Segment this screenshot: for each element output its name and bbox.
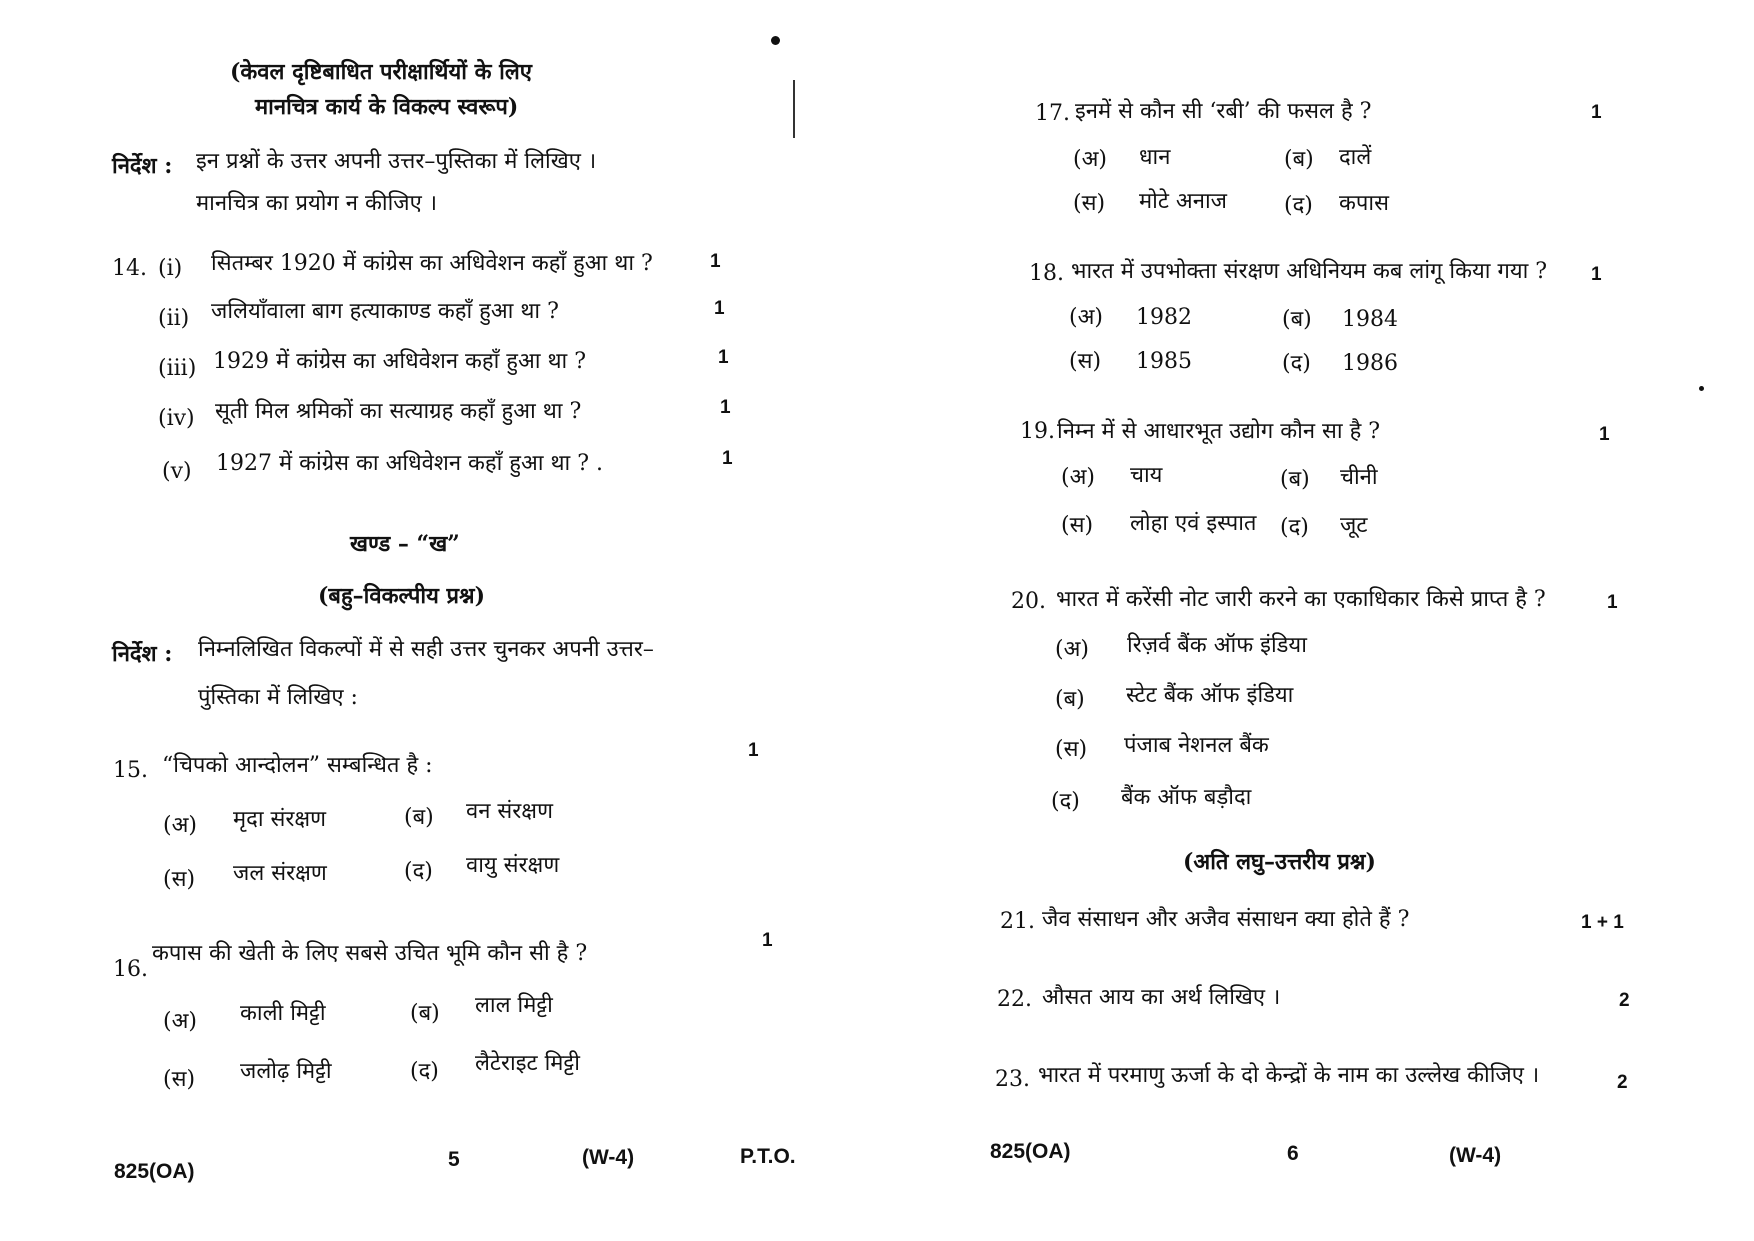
q18-text: भारत में उपभोक्ता संरक्षण अधिनियम कब लांगू किया गया ?	[1071, 259, 1548, 284]
q14-ii-mark: 1	[714, 298, 725, 319]
q14-iii-mark: 1	[718, 347, 729, 368]
q20-option-d-key: (द)	[1051, 789, 1080, 814]
footer-series: (W-4)	[582, 1146, 635, 1169]
q19-text: निम्न में से आधारभूत उद्योग कौन सा है ?	[1057, 419, 1381, 444]
q19-mark: 1	[1599, 424, 1610, 445]
q18-option-d: 1986	[1342, 351, 1398, 376]
q16-number: 16.	[113, 957, 148, 982]
q15-option-c: जल संरक्षण	[233, 861, 327, 886]
q14-iv-num: (iv)	[158, 406, 195, 431]
q18-option-b: 1984	[1342, 307, 1398, 332]
scan-speck	[1699, 386, 1704, 391]
q15-option-b: वन संरक्षण	[466, 799, 553, 824]
q20-option-a-key: (अ)	[1055, 637, 1089, 662]
q14-number: 14.	[112, 256, 147, 281]
q21-number: 21.	[1000, 909, 1035, 934]
q16-option-b-key: (ब)	[410, 1001, 440, 1026]
instruction-line-2: मानचित्र का प्रयोग न कीजिए ।	[196, 191, 438, 216]
footer-code: 825(OA)	[114, 1160, 195, 1183]
footer-page-number: 6	[1287, 1142, 1299, 1165]
q16-mark: 1	[762, 930, 773, 951]
q17-option-b-key: (ब)	[1284, 147, 1314, 172]
q14-v-mark: 1	[722, 448, 733, 469]
q15-number: 15.	[113, 758, 148, 783]
q22-number: 22.	[997, 987, 1032, 1012]
q17-option-d-key: (द)	[1284, 193, 1313, 218]
q17-option-b: दालें	[1339, 145, 1372, 170]
section-title: खण्ड – “ख”	[350, 531, 460, 557]
q16-option-d-key: (द)	[410, 1059, 439, 1084]
q14-iii-num: (iii)	[158, 356, 197, 381]
q16-option-d: लैटेराइट मिट्टी	[475, 1051, 580, 1076]
q19-number: 19.	[1020, 419, 1055, 444]
q15-option-d: वायु संरक्षण	[466, 853, 560, 878]
q17-number: 17.	[1035, 101, 1070, 126]
q20-number: 20.	[1011, 589, 1046, 614]
q14-i-num: (i)	[158, 256, 183, 281]
q18-option-c-key: (स)	[1069, 349, 1102, 374]
q19-option-d-key: (द)	[1280, 515, 1309, 540]
q17-option-a: धान	[1139, 145, 1171, 170]
q15-option-c-key: (स)	[163, 867, 196, 892]
q22-mark: 2	[1619, 990, 1630, 1011]
q18-option-b-key: (ब)	[1282, 307, 1312, 332]
q20-text: भारत में करेंसी नोट जारी करने का एकाधिकार किसे प्राप्त है ?	[1056, 587, 1546, 612]
q20-option-a: रिज़र्व बैंक ऑफ इंडिया	[1127, 633, 1307, 658]
q14-iii-text: 1929 में कांग्रेस का अधिवेशन कहाँ हुआ था ?	[213, 349, 586, 374]
q18-option-d-key: (द)	[1282, 351, 1311, 376]
footer-page-number: 5	[448, 1148, 460, 1171]
q15-option-a: मृदा संरक्षण	[233, 807, 327, 832]
right-page	[877, 0, 1754, 1241]
q14-v-text: 1927 में कांग्रेस का अधिवेशन कहाँ हुआ था ? .	[216, 451, 603, 476]
q14-v-num: (v)	[162, 459, 192, 484]
mcq-instruction-label: निर्देश :	[112, 641, 173, 667]
q16-option-a: काली मिट्टी	[240, 1001, 326, 1026]
header-line-2: मानचित्र कार्य के विकल्प स्वरूप)	[255, 94, 519, 120]
instruction-label: निर्देश :	[112, 153, 173, 179]
q18-option-a: 1982	[1136, 305, 1192, 330]
q15-option-d-key: (द)	[404, 859, 433, 884]
q21-text: जैव संसाधन और अजैव संसाधन क्या होते हैं ?	[1042, 907, 1410, 932]
q16-option-c-key: (स)	[163, 1067, 196, 1092]
mcq-instruction-line-2: पुंस्तिका में लिखिए :	[198, 685, 358, 710]
q17-option-d: कपास	[1339, 191, 1389, 216]
q14-i-mark: 1	[710, 251, 721, 272]
q14-ii-text: जलियाँवाला बाग हत्याकाण्ड कहाँ हुआ था ?	[211, 299, 559, 324]
q16-option-c: जलोढ़ मिट्टी	[240, 1059, 332, 1084]
q20-option-c: पंजाब नेशनल बैंक	[1124, 733, 1269, 758]
q19-option-a-key: (अ)	[1061, 465, 1095, 490]
q15-text: “चिपको आन्दोलन” सम्बन्धित है :	[162, 753, 433, 778]
footer-series: (W-4)	[1449, 1144, 1502, 1167]
q19-option-c: लोहा एवं इस्पात	[1130, 511, 1257, 536]
q18-option-c: 1985	[1136, 349, 1192, 374]
q16-option-b: लाल मिट्टी	[475, 993, 553, 1018]
q23-mark: 2	[1617, 1072, 1628, 1093]
q17-mark: 1	[1591, 102, 1602, 123]
scan-fold-mark	[793, 80, 795, 138]
q14-iv-mark: 1	[720, 397, 731, 418]
q14-ii-num: (ii)	[158, 306, 190, 331]
q16-option-a-key: (अ)	[163, 1009, 197, 1034]
q20-mark: 1	[1607, 592, 1618, 613]
q17-option-a-key: (अ)	[1073, 147, 1107, 172]
q15-mark: 1	[748, 740, 759, 761]
q20-option-b-key: (ब)	[1055, 687, 1085, 712]
q20-option-c-key: (स)	[1055, 737, 1088, 762]
q15-option-a-key: (अ)	[163, 813, 197, 838]
q19-option-b: चीनी	[1340, 465, 1378, 490]
section-subtitle: (बहु–विकल्पीय प्रश्न)	[318, 583, 486, 609]
q19-option-c-key: (स)	[1061, 513, 1094, 538]
q18-mark: 1	[1591, 264, 1602, 285]
section-subtitle-short-answer: (अति लघु–उत्तरीय प्रश्न)	[1183, 849, 1376, 875]
mcq-instruction-line-1: निम्नलिखित विकल्पों में से सही उत्तर चुनकर अपनी उत्तर–	[198, 637, 654, 662]
q16-text: कपास की खेती के लिए सबसे उचित भूमि कौन सी है ?	[152, 941, 588, 966]
footer-code: 825(OA)	[990, 1140, 1071, 1163]
q20-option-b: स्टेट बैंक ऑफ इंडिया	[1126, 683, 1294, 708]
q19-option-a: चाय	[1130, 463, 1163, 488]
q14-iv-text: सूती मिल श्रमिकों का सत्याग्रह कहाँ हुआ था ?	[215, 399, 582, 424]
q17-option-c: मोटे अनाज	[1139, 189, 1227, 214]
q23-text: भारत में परमाणु ऊर्जा के दो केन्द्रों के नाम का उल्लेख कीजिए ।	[1038, 1063, 1540, 1088]
q23-number: 23.	[995, 1067, 1030, 1092]
q17-text: इनमें से कौन सी ‘रबी’ की फसल है ?	[1075, 99, 1372, 124]
q14-i-text: सितम्बर 1920 में कांग्रेस का अधिवेशन कहाँ हुआ था ?	[211, 251, 653, 276]
header-line-1: (केवल दृष्टिबाधित परीक्षार्थियों के लिए	[230, 59, 532, 85]
q17-option-c-key: (स)	[1073, 191, 1106, 216]
footer-pto: P.T.O.	[740, 1145, 796, 1168]
q21-mark: 1 + 1	[1581, 912, 1624, 933]
scan-speck	[771, 36, 780, 45]
q20-option-d: बैंक ऑफ बड़ौदा	[1121, 785, 1252, 810]
q15-option-b-key: (ब)	[404, 805, 434, 830]
q19-option-b-key: (ब)	[1280, 467, 1310, 492]
q18-option-a-key: (अ)	[1069, 305, 1103, 330]
instruction-line-1: इन प्रश्नों के उत्तर अपनी उत्तर–पुस्तिका में लिखिए ।	[196, 149, 597, 174]
q22-text: औसत आय का अर्थ लिखिए ।	[1042, 985, 1281, 1010]
q18-number: 18.	[1029, 261, 1064, 286]
q19-option-d: जूट	[1340, 513, 1368, 538]
